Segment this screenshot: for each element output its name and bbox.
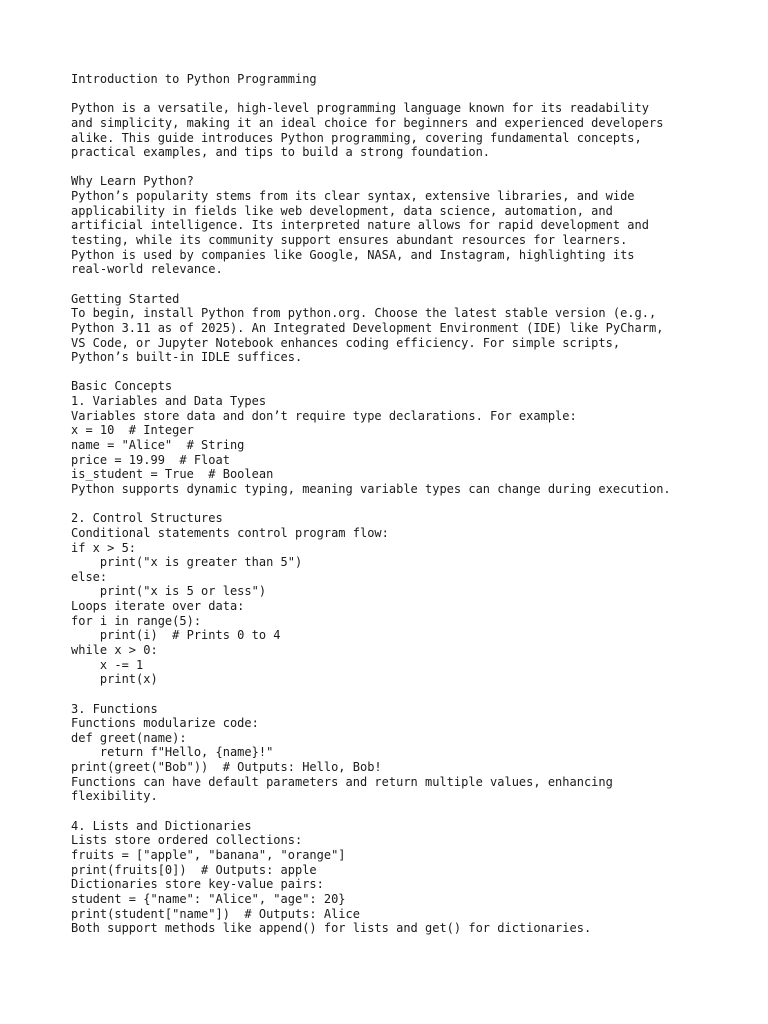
text-line: else:: [71, 569, 108, 584]
text-line: print(greet("Bob")) # Outputs: Hello, Bob!: [71, 760, 382, 775]
text-line: print(i) # Prints 0 to 4: [71, 628, 281, 643]
text-line: testing, while its community support ensures abundant resources for learners.: [71, 233, 628, 248]
text-line: real-world relevance.: [71, 262, 223, 277]
document-body: [71, 72, 731, 936]
text-line: Introduction to Python Programming: [71, 72, 317, 86]
text-line: applicability in fields like web development, data science, automation, and: [71, 203, 613, 218]
text-line: print(x): [71, 672, 158, 687]
text-line: print("x is greater than 5"): [71, 555, 303, 570]
blank-line: [71, 160, 731, 175]
text-line: student = {"name": "Alice", "age": 20}: [71, 891, 346, 906]
text-line: Both support methods like append() for lists and get() for dictionaries.: [71, 921, 592, 936]
text-line: Variables store data and don’t require type declarations. For example:: [71, 408, 577, 423]
text-line: is_student = True # Boolean: [71, 467, 274, 482]
text-line: return f"Hello, {name}!": [71, 745, 274, 760]
text-line: flexibility.: [71, 789, 158, 804]
blank-line: [71, 277, 731, 292]
text-line: 1. Variables and Data Types: [71, 394, 267, 409]
text-line: Python 3.11 as of 2025). An Integrated Development Environment (IDE) like PyCharm,: [71, 320, 664, 335]
text-line: practical examples, and tips to build a strong foundation.: [71, 145, 491, 160]
text-line: and simplicity, making it an ideal choice for beginners and experienced developers: [71, 115, 664, 130]
text-line: Why Learn Python?: [71, 174, 194, 189]
text-line: name = "Alice" # String: [71, 438, 245, 453]
text-line: if x > 5:: [71, 540, 137, 555]
text-line: 2. Control Structures: [71, 511, 223, 526]
blank-line: [71, 365, 731, 380]
text-line: Python’s popularity stems from its clear syntax, extensive libraries, and wide: [71, 189, 635, 204]
blank-line: [71, 687, 731, 702]
text-line: 4. Lists and Dictionaries: [71, 818, 252, 833]
blank-line: [71, 87, 731, 102]
text-line: Python is used by companies like Google, NASA, and Instagram, highlighting its: [71, 247, 635, 262]
text-line: x = 10 # Integer: [71, 423, 194, 438]
text-line: Python’s built-in IDLE suffices.: [71, 350, 303, 365]
text-line: To begin, install Python from python.org. Choose the latest stable version (e.g.,: [71, 306, 657, 321]
text-line: def greet(name):: [71, 730, 187, 745]
text-line: Getting Started: [71, 291, 180, 306]
text-line: artificial intelligence. Its interpreted nature allows for rapid development and: [71, 218, 649, 233]
text-line: Conditional statements control program flow:: [71, 525, 389, 540]
text-line: Python supports dynamic typing, meaning variable types can change during execution.: [71, 481, 671, 496]
text-line: print(student["name"]) # Outputs: Alice: [71, 906, 360, 921]
text-line: fruits = ["apple", "banana", "orange"]: [71, 847, 346, 862]
text-line: 3. Functions: [71, 701, 158, 716]
text-line: print(fruits[0]) # Outputs: apple: [71, 862, 317, 877]
text-line: for i in range(5):: [71, 613, 202, 628]
blank-line: [71, 804, 731, 819]
text-line: Loops iterate over data:: [71, 599, 245, 614]
text-line: x -= 1: [71, 657, 144, 672]
text-line: Lists store ordered collections:: [71, 833, 303, 848]
text-line: print("x is 5 or less"): [71, 584, 267, 599]
text-line: Functions modularize code:: [71, 716, 259, 731]
blank-line: [71, 497, 731, 512]
text-line: Basic Concepts: [71, 379, 173, 394]
text-line: VS Code, or Jupyter Notebook enhances coding efficiency. For simple scripts,: [71, 335, 621, 350]
text-line: Python is a versatile, high-level programming language known for its readability: [71, 101, 649, 116]
text-line: Functions can have default parameters and return multiple values, enhancing: [71, 774, 613, 789]
text-line: alike. This guide introduces Python programming, covering fundamental concepts,: [71, 130, 642, 145]
text-line: while x > 0:: [71, 642, 158, 657]
text-line: price = 19.99 # Float: [71, 452, 230, 467]
text-line: Dictionaries store key-value pairs:: [71, 877, 324, 892]
